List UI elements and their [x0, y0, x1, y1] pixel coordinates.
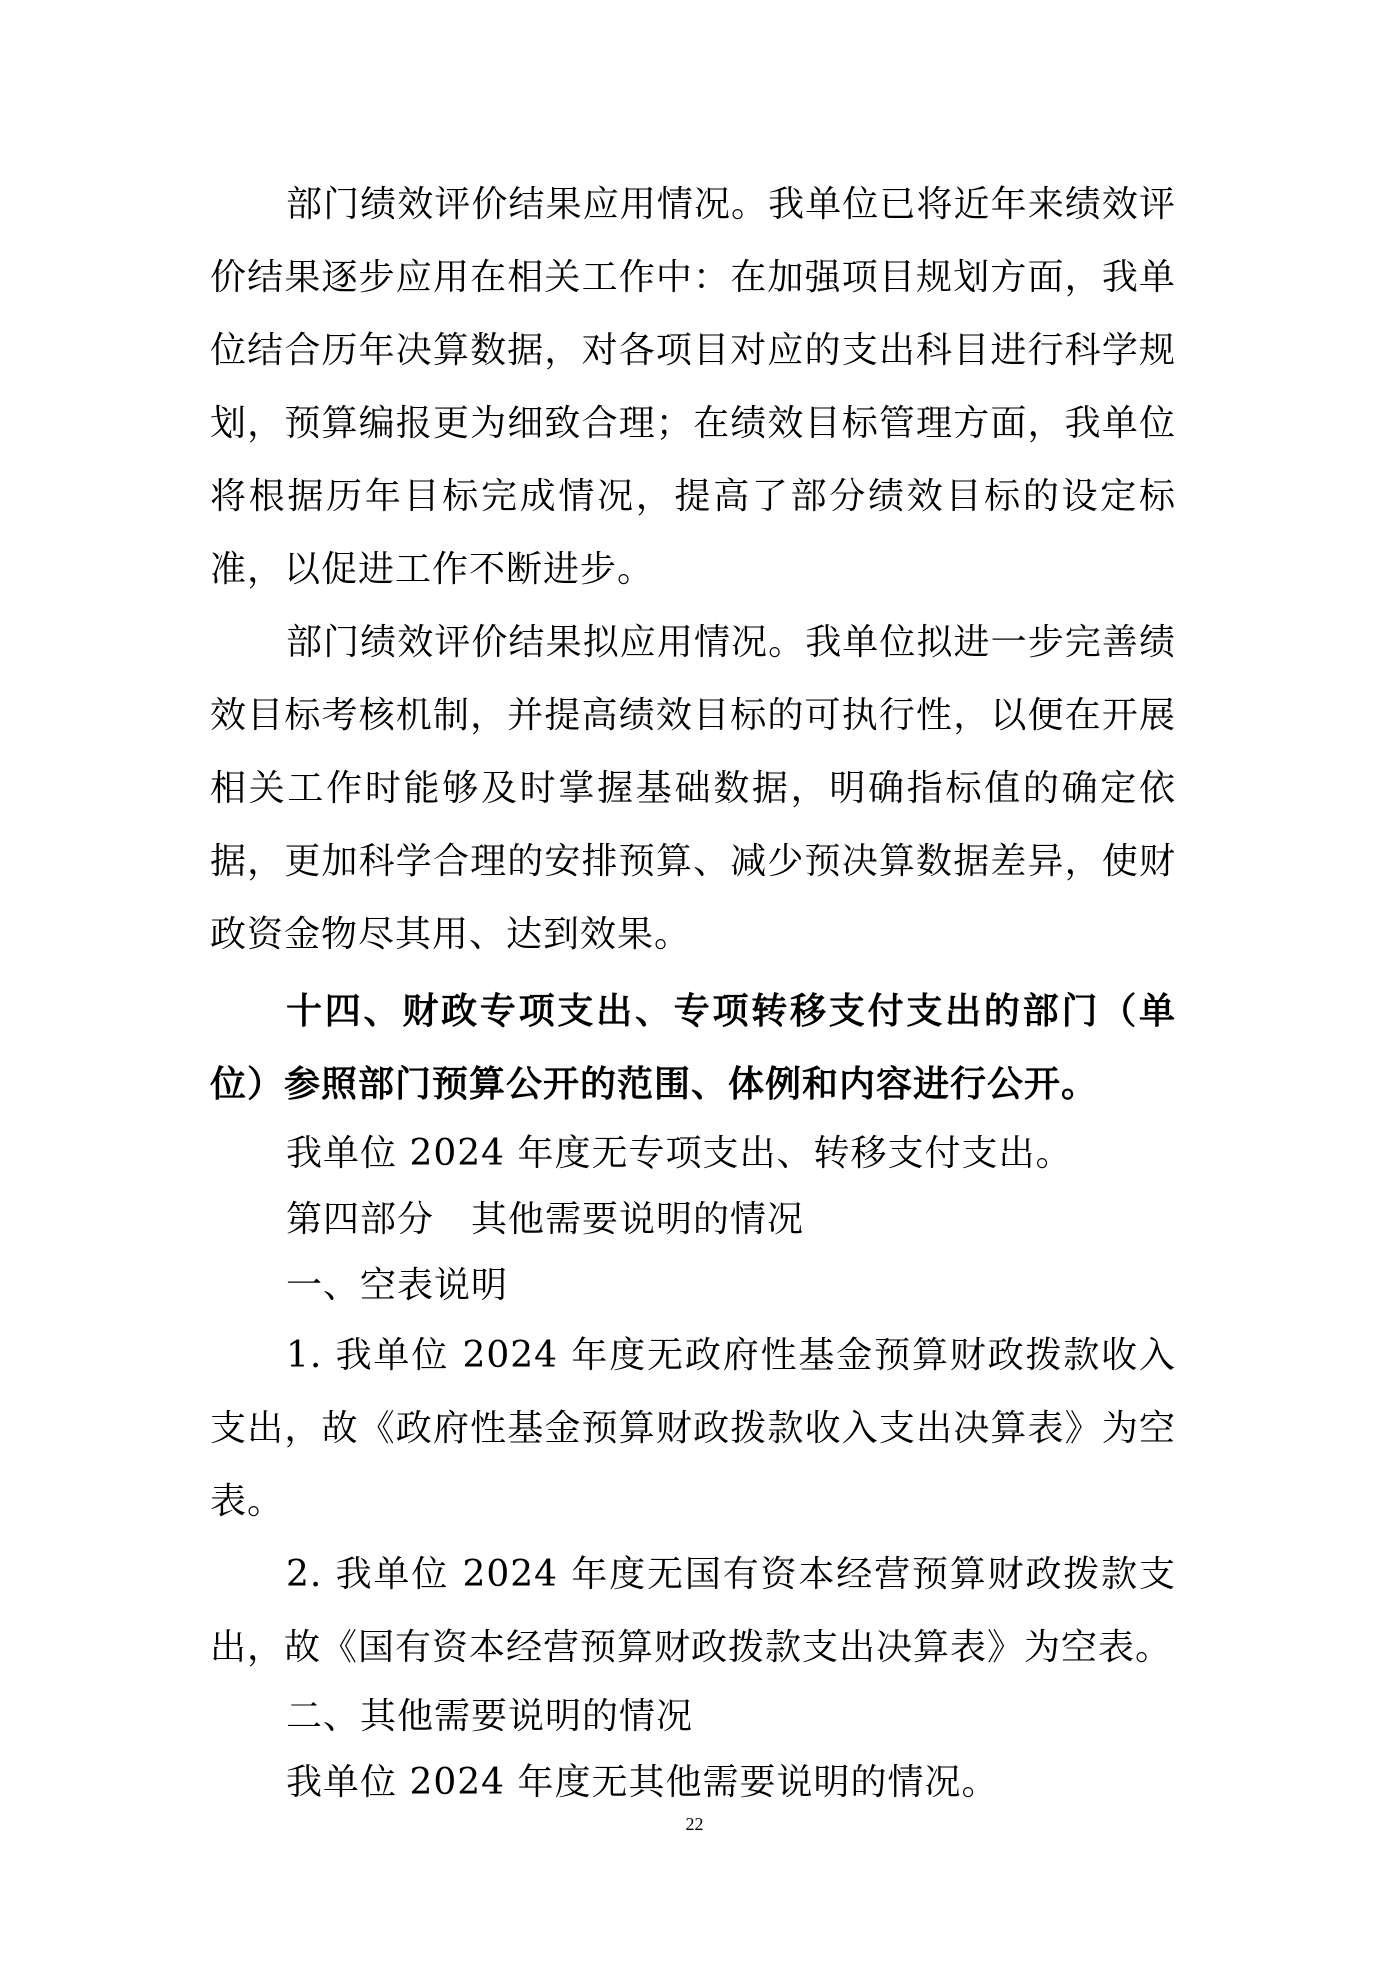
- blank-table-note-1: 1. 我单位 2024 年度无政府性基金预算财政拨款收入支出，故《政府性基金预算财政拨款收入支出决算表》为空表。: [210, 1335, 1176, 1522]
- blank-tables-heading: 一、空表说明: [286, 1265, 509, 1306]
- page-body: [210, 168, 1176, 1816]
- blank-table-note-2: 2. 我单位 2024 年度无国有资本经营预算财政拨款支出，故《国有资本经营预算财政拨款支出决算表》为空表。: [210, 1554, 1176, 1668]
- section-14-heading: 十四、财政专项支出、专项转移支付支出的部门（单位）参照部门预算公开的范围、体例和内容进行公开。: [210, 990, 1176, 1105]
- other-info-body: 我单位 2024 年度无其他需要说明的情况。: [286, 1762, 999, 1803]
- paragraph-results-applied: 部门绩效评价结果应用情况。我单位已将近年来绩效评价结果逐步应用在相关工作中：在加强项目规划方面，我单位结合历年决算数据，对各项目对应的支出科目进行科学规划，预算编报更为细致合理；在绩效目标管理方面，我单位将根据历年目标完成情况，提高了部分绩效目标的设定标准，以促进工作不断进步。: [210, 184, 1176, 590]
- part-4-heading: 第四部分 其他需要说明的情况: [286, 1199, 805, 1240]
- page-number: 22: [685, 1814, 704, 1834]
- other-info-heading: 二、其他需要说明的情况: [286, 1696, 694, 1737]
- paragraph-results-planned: 部门绩效评价结果拟应用情况。我单位拟进一步完善绩效目标考核机制，并提高绩效目标的可执行性，以便在开展相关工作时能够及时掌握基础数据，明确指标值的确定依据，更加科学合理的安排预算、减少预决算数据差异，使财政资金物尽其用、达到效果。: [210, 622, 1176, 955]
- section-14-body: 我单位 2024 年度无专项支出、转移支付支出。: [286, 1133, 1073, 1174]
